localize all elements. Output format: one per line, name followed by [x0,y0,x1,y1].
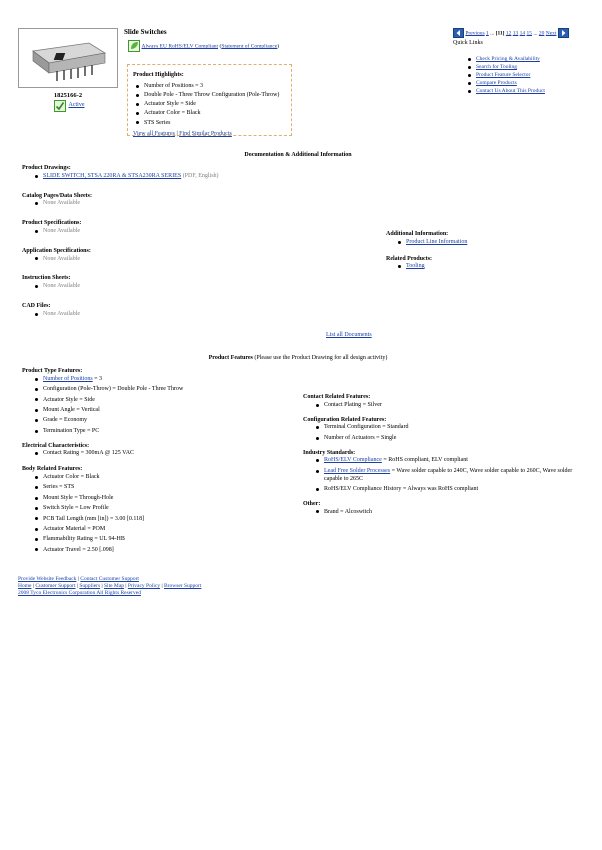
footer [18,576,578,597]
quick-links-title: Quick Links [453,40,483,46]
features-heading: Product Features [208,355,253,361]
slide-switch-photo [19,29,117,87]
leaf-icon [128,40,140,52]
feature-item: Actuator Travel = 2.50 [.098] [33,547,292,555]
highlight-item: STS Series [134,120,291,128]
quick-links-list [466,56,545,96]
feature-item: Actuator Material = POM [33,526,292,534]
body-related-list [33,474,292,555]
contact-related-list [314,402,583,410]
drawings-list [33,173,352,181]
pager-ellipsis: ... [490,30,495,37]
website-feedback-link[interactable]: Provide Website Feedback [18,576,77,582]
specifications-list [33,228,352,236]
footer-row-1: Provide Website Feedback | Contact Customer Support [18,576,139,582]
highlights-links: View all Features | Find Similar Products [133,131,232,138]
feature-item: Contact Rating = 300mA @ 125 VAC [33,450,292,458]
additional-info-list [396,239,586,247]
none-available: None Available [33,311,352,319]
documentation-left [22,165,352,321]
application-specs-list [33,256,352,264]
cad-files-title: CAD Files: [22,302,51,309]
tooling-link[interactable]: Tooling [406,263,425,270]
contact-us-link[interactable]: Contact Us About This Product [476,87,545,94]
feature-item [314,457,583,465]
product-image [18,28,118,88]
pager-next-link[interactable]: Next [545,30,557,37]
additional-info-title: Additional Information: [386,231,449,237]
cad-files-list [33,311,352,319]
documentation-right [386,231,586,274]
features-heading-note: (Please use the Product Drawing for all design activity) [254,355,388,361]
page-title: Slide Switches [124,28,167,36]
browser-support-link[interactable]: Browser Support [163,582,202,589]
none-available: None Available [33,256,352,264]
previous-arrow-icon[interactable] [453,28,464,38]
instruction-sheets-title: Instruction Sheets: [22,275,71,282]
configuration-related-list [314,424,583,442]
feature-item: Termination Type = PC [33,428,292,436]
feature-item: RoHS/ELV Compliance History = Always was RoHS compliant [314,486,583,494]
contact-support-link[interactable]: Contact Customer Support [80,576,139,582]
quick-link-item [466,80,545,87]
feature-item: Number of Actuators = Single [314,435,583,443]
rohs-elv-value: = RoHS compliant, ELV compliant [381,457,468,464]
quick-link-item [466,72,545,79]
pager-page-15[interactable]: 15 [526,30,532,37]
feature-item: Switch Style = Low Profile [33,505,292,513]
feature-item: PCB Tail Length (mm [in]) = 3.00 [0.118] [33,516,292,524]
industry-standards-list [314,457,583,493]
pager-ellipsis: ... [533,30,538,37]
feature-item: Flammability Rating = UL 94-HB [33,536,292,544]
feature-item: Mount Angle = Vertical [33,407,292,415]
part-number: 1825166-2 [53,92,83,99]
list-all-documents-row [326,332,372,340]
rohs-elv-compliance-link[interactable]: RoHS/ELV Compliance [324,457,382,464]
pager-page-14[interactable]: 14 [519,30,526,37]
highlights-title: Product Highlights: [133,72,184,78]
highlight-item: Actuator Style = Side [134,101,291,109]
instruction-sheets-list [33,283,352,291]
pager-page-13[interactable]: 13 [512,30,519,37]
rohs-compliant-link[interactable]: Always EU RoHS/ELV Compliant [141,43,219,50]
footer-row-2: Home | Customer Support | Suppliers | Site Map | Privacy Policy | Browser Support [18,582,202,589]
none-available: None Available [33,283,352,291]
quick-link-item [466,88,545,95]
none-available: None Available [33,228,352,236]
pager-page-1[interactable]: 1 [486,30,489,37]
quick-link-item [466,56,545,63]
pager [453,28,569,38]
copyright-link[interactable]: 2008 Tyco Electronics Corporation All Rights Reserved [18,589,141,596]
rohs-row: Always EU RoHS/ELV Compliant (Statement of Compliance) [128,40,279,52]
site-map-link[interactable]: Site Map [104,582,125,589]
next-arrow-icon[interactable] [558,28,569,38]
contact-related-title: Contact Related Features: [303,394,371,400]
status-active-link[interactable]: Active [68,102,85,109]
pager-previous-link[interactable]: Previous [465,30,485,37]
find-similar-products-link[interactable]: Find Similar Products [179,131,232,138]
feature-item: Actuator Style = Side [33,397,292,405]
search-tooling-link[interactable]: Search for Tooling [476,63,518,70]
lead-free-solder-link[interactable]: Lead Free Solder Processes [324,467,391,474]
catalog-title: Catalog Pages/Data Sheets: [22,192,92,199]
drawing-meta: (PDF, English) [182,172,219,179]
feature-item: Series = STS [33,484,292,492]
configuration-related-title: Configuration Related Features: [303,416,387,423]
footer-row-3 [18,590,578,597]
electrical-list [33,450,292,458]
feature-item: Grade = Economy [33,417,292,425]
status-row [54,100,85,112]
quick-link-item [466,64,545,71]
feature-item: Configuration (Pole-Throw) = Double Pole - Three Throw [33,386,292,394]
application-specs-title: Application Specifications: [22,247,91,254]
electrical-title: Electrical Characteristics: [22,442,90,449]
documentation-heading: Documentation & Additional Information [244,152,352,158]
feature-item: Terminal Configuration = Standard [314,424,583,432]
view-all-features-link[interactable]: View all Features [133,131,175,138]
related-product-item [396,263,586,271]
feature-item: Mount Style = Through-Hole [33,495,292,503]
body-related-title: Body Related Features: [22,466,83,473]
home-link[interactable]: Home [18,582,32,589]
highlight-item: Double Pole - Three Throw Configuration (Pole-Throw) [134,92,291,100]
number-of-positions-link[interactable]: Number of Positions [43,375,93,382]
number-of-positions-value: = 3 [92,375,103,382]
features-right [303,394,583,519]
privacy-policy-link[interactable]: Privacy Policy [127,582,161,589]
pager-current: [11] [495,30,505,37]
feature-item: Contact Plating = Silver [314,402,583,410]
other-list [314,509,583,517]
drawing-item [33,173,352,181]
feature-selector-link[interactable]: Product Feature Selector [476,71,531,78]
pager-page-12[interactable]: 12 [505,30,512,37]
list-all-documents-link[interactable]: List all Documents [326,332,372,338]
highlight-item: Number of Positions = 3 [134,83,291,91]
product-type-title: Product Type Features: [22,368,83,374]
highlights-list [134,83,291,128]
customer-support-link[interactable]: Customer Support [35,582,76,589]
compare-products-link[interactable]: Compare Products [476,79,517,86]
feature-item [33,376,292,384]
highlight-item: Actuator Color = Black [134,110,291,118]
specifications-title: Product Specifications: [22,220,82,227]
product-type-list [33,376,292,436]
check-pricing-link[interactable]: Check Pricing & Availability [476,56,540,62]
none-available: None Available [33,200,352,208]
product-line-info-link[interactable]: Product Line Information [406,238,468,245]
feature-item: Actuator Color = Black [33,474,292,482]
industry-standards-title: Industry Standards: [303,449,356,456]
feature-item: Brand = Alcoswitch [314,509,583,517]
drawings-title: Product Drawings: [22,165,71,171]
highlights-box [127,64,292,136]
lead-free-value: = Wave solder capable to 240C, Wave solder capable to 260C, Wave solder capable to 265C [324,467,573,482]
features-left [22,368,292,557]
catalog-list [33,200,352,208]
related-products-list [396,263,586,271]
additional-info-item [396,239,586,247]
checkmark-icon [54,100,66,112]
suppliers-link[interactable]: Suppliers [79,582,101,589]
features-heading-row [0,355,596,363]
pager-page-20[interactable]: 20 [538,30,545,37]
drawing-pdf-link[interactable]: SLIDE SWITCH, STSA 220RA & STSA230RA SERIES [43,172,182,179]
other-title: Other: [303,500,321,507]
related-products-title: Related Products: [386,255,433,262]
statement-of-compliance-link[interactable]: Statement of Compliance [221,43,278,50]
feature-item [314,468,583,484]
